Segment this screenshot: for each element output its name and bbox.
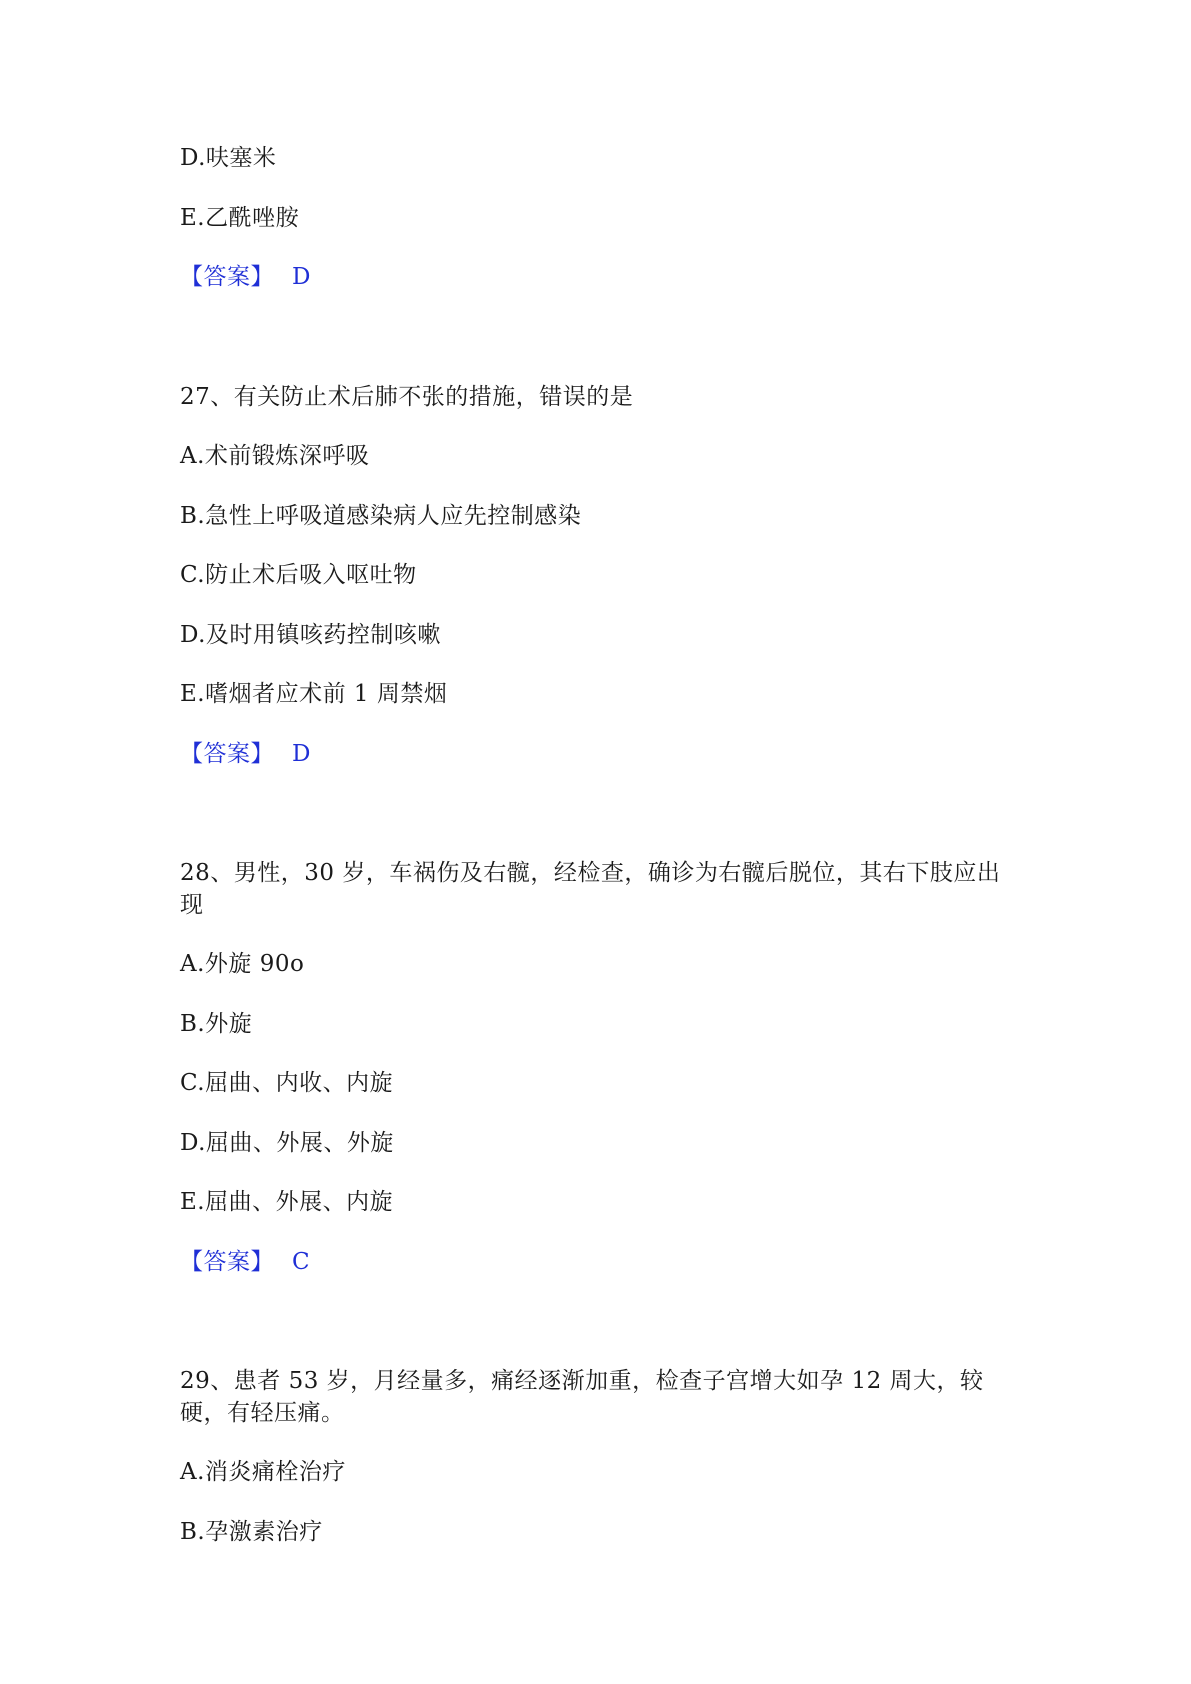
question-text: 27、有关防止术后肺不张的措施，错误的是 bbox=[180, 384, 634, 410]
option-line: B.外旋 bbox=[180, 1011, 253, 1037]
answer-line bbox=[180, 738, 311, 770]
option-line: A.消炎痛栓治疗 bbox=[180, 1459, 346, 1485]
option-line: E.乙酰唑胺 bbox=[180, 205, 300, 231]
answer-line bbox=[180, 1246, 310, 1278]
option-line: A.术前锻炼深呼吸 bbox=[180, 443, 370, 469]
option-line: D.呋塞米 bbox=[180, 145, 277, 171]
answer-tag: 【答案】 bbox=[180, 264, 274, 290]
option-line: D.屈曲、外展、外旋 bbox=[180, 1130, 394, 1156]
question-text: 现 bbox=[180, 892, 204, 918]
answer-value: D bbox=[292, 741, 311, 767]
answer-value: D bbox=[292, 264, 311, 290]
question-text: 29、患者 53 岁，月经量多，痛经逐渐加重，检查子宫增大如孕 12 周大，较 bbox=[180, 1368, 984, 1394]
answer-tag: 【答案】 bbox=[180, 741, 274, 767]
answer-line bbox=[180, 261, 311, 293]
option-line: C.防止术后吸入呕吐物 bbox=[180, 562, 417, 588]
answer-tag: 【答案】 bbox=[180, 1249, 274, 1275]
option-line: E.屈曲、外展、内旋 bbox=[180, 1189, 394, 1215]
question-text: 硬，有轻压痛。 bbox=[180, 1400, 345, 1426]
option-line: B.孕激素治疗 bbox=[180, 1519, 323, 1545]
option-line: A.外旋 90o bbox=[180, 951, 305, 977]
option-line: C.屈曲、内收、内旋 bbox=[180, 1070, 394, 1096]
option-line: E.嗜烟者应术前 1 周禁烟 bbox=[180, 681, 448, 707]
option-line: D.及时用镇咳药控制咳嗽 bbox=[180, 622, 441, 648]
answer-value: C bbox=[292, 1249, 311, 1275]
question-text: 28、男性，30 岁，车祸伤及右髋，经检查，确诊为右髋后脱位，其右下肢应出 bbox=[180, 860, 1001, 886]
option-line: B.急性上呼吸道感染病人应先控制感染 bbox=[180, 503, 582, 529]
